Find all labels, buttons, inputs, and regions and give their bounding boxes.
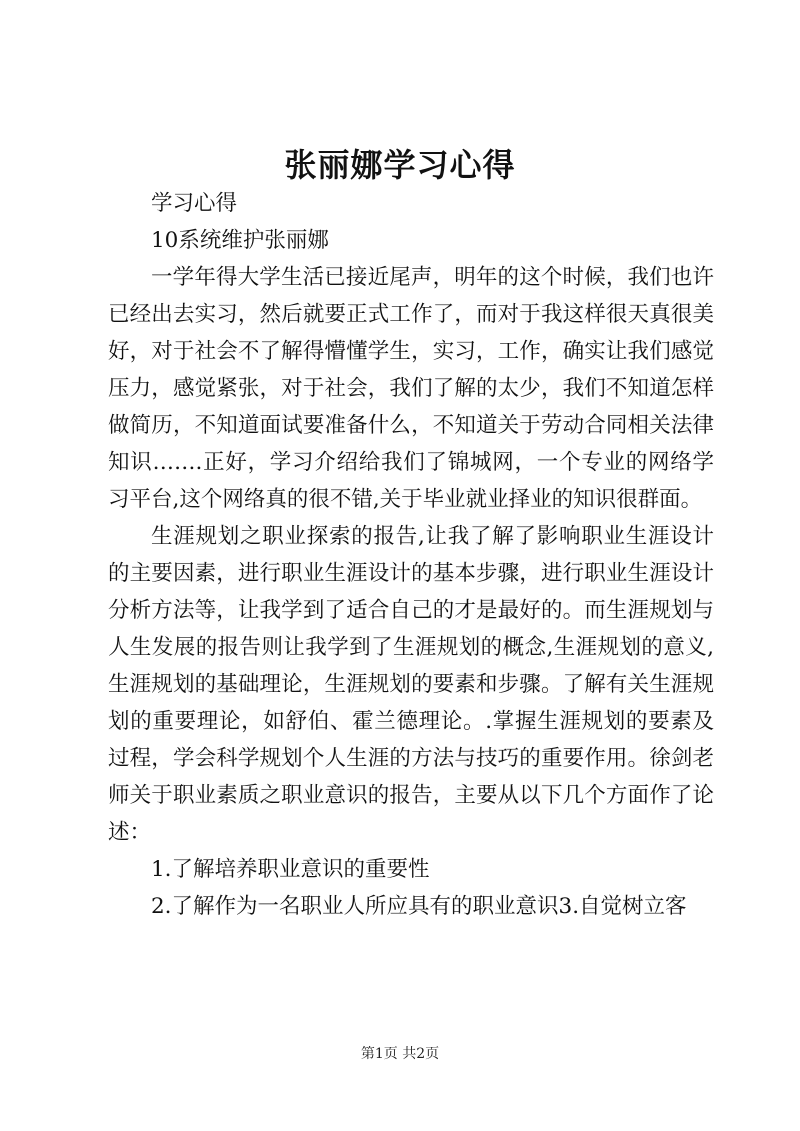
paragraph-author: 10系统维护张丽娜: [151, 228, 329, 253]
paragraph-career-planning: 生涯规划之职业探索的报告,让我了解了影响职业生涯设计的主要因素，进行职业生涯设计的基本步骤，进行职业生涯设计分析方法等，让我学到了适合自己的才是最好的。而生涯规划与人生发展的报告则让我学到了生涯规划的概念,生涯规划的意义,生涯规划的基础理论，生涯规划的要素和步骤。了解有关生涯规划的重要理论，如舒伯、霍兰德理论。.掌握生涯规划的要素及过程，学会科学规划个人生涯的方法与技巧的重要作用。徐剑老师关于职业素质之职业意识的报告，主要从以下几个方面作了论述：: [108, 524, 714, 845]
document-title: 张丽娜学习心得: [284, 146, 516, 184]
list-item: 2.了解作为一名职业人所应具有的职业意识3.自觉树立客: [151, 894, 687, 919]
paragraph-heading: 学习心得: [151, 191, 238, 216]
page-footer: 第1页 共2页: [360, 1046, 440, 1062]
list-item: 1.了解培养职业意识的重要性: [151, 857, 430, 882]
document-body: [108, 185, 714, 925]
paragraph-intro: 一学年得大学生活已接近尾声，明年的这个时候，我们也许已经出去实习，然后就要正式工作了，而对于我这样很天真很美好，对于社会不了解得懵懂学生，实习，工作，确实让我们感觉压力，感觉紧张，对于社会，我们了解的太少，我们不知道怎样做简历，不知道面试要准备什么，不知道关于劳动合同相关法律知识…….正好，学习介绍给我们了锦城网，一个专业的网络学习平台,这个网络真的很不错,关于毕业就业择业的知识很群面。: [108, 265, 714, 512]
